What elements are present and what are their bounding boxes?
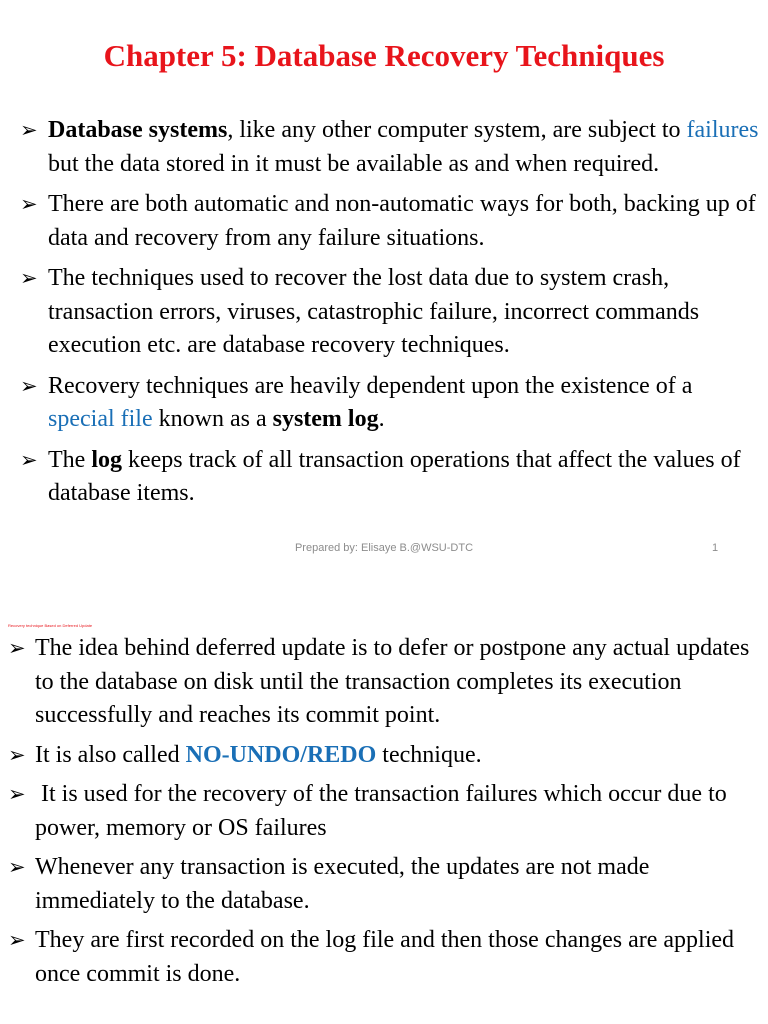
bullet-item [20, 114, 760, 181]
bullet-text: The [48, 446, 92, 473]
arrow-bullet-icon: ➢ [8, 742, 26, 767]
arrow-bullet-icon: ➢ [8, 636, 26, 660]
arrow-bullet-icon: ➢ [20, 447, 38, 472]
page-number: 1 [712, 542, 719, 554]
bold-term: Database systems [48, 117, 228, 143]
bullet-text: known as a [152, 406, 273, 432]
slide-title-small: Recovery technique Based on Deferred Update [8, 623, 93, 628]
arrow-bullet-icon: ➢ [20, 373, 38, 398]
bullet-text: but the data stored in it must be available as and when required. [48, 150, 660, 177]
bullet-text: There are both automatic and non-automatic ways for both, backing up of data and recovery from any failure situations. [48, 191, 756, 251]
bold-term: system log [272, 406, 379, 432]
bold-term: log [91, 446, 122, 473]
arrow-bullet-icon: ➢ [20, 266, 38, 290]
bullet-text: technique. [376, 741, 482, 768]
highlight-term: failures [686, 117, 759, 143]
bullet-item [20, 444, 760, 511]
bullet-text: . [378, 406, 385, 432]
highlight-term: special file [48, 406, 153, 432]
slide-title: Chapter 5: Database Recovery Techniques [103, 38, 665, 73]
arrow-bullet-icon: ➢ [20, 118, 38, 142]
bullet-text: They are first recorded on the log file and then those changes are applied once commit is done. [35, 927, 735, 987]
bullet-item [20, 262, 760, 363]
arrow-bullet-icon: ➢ [8, 782, 26, 806]
bullet-item [8, 924, 760, 991]
bullet-item [8, 778, 760, 845]
bullet-item [8, 739, 760, 773]
slide-footer: Prepared by: Elisaye B.@WSU-DTC [294, 542, 474, 554]
bullet-item [20, 188, 760, 255]
bullet-text: It is used for the recovery of the transaction failures which occur due to power, memory or OS failures [35, 781, 733, 841]
slide-2 [0, 580, 768, 1024]
bullet-text: Whenever any transaction is executed, the updates are not made immediately to the database. [35, 854, 650, 914]
bullet-list [8, 632, 760, 997]
bullet-item [8, 632, 760, 733]
bullet-text: , like any other computer system, are subject to [227, 117, 687, 143]
bullet-item [8, 851, 760, 918]
arrow-bullet-icon: ➢ [8, 855, 26, 879]
bullet-item [20, 370, 760, 437]
bullet-text: The techniques used to recover the lost data due to system crash, transaction errors, viruses, catastrophic failure, incorrect commands execution etc. are database recovery techniques. [48, 265, 700, 358]
bullet-text: The idea behind deferred update is to defer or postpone any actual updates to the database on disk until the transaction completes its execution successfully and reaches its commit point. [35, 635, 750, 728]
bullet-text: keeps track of all transaction operations that affect the values of database items. [48, 446, 741, 506]
arrow-bullet-icon: ➢ [8, 928, 26, 952]
bullet-text: Recovery techniques are heavily dependent upon the existence of a [48, 372, 693, 399]
bullet-text: It is also called [35, 741, 186, 768]
bullet-list [20, 114, 760, 518]
highlight-term: NO-UNDO/REDO [185, 741, 377, 768]
arrow-bullet-icon: ➢ [20, 192, 38, 216]
